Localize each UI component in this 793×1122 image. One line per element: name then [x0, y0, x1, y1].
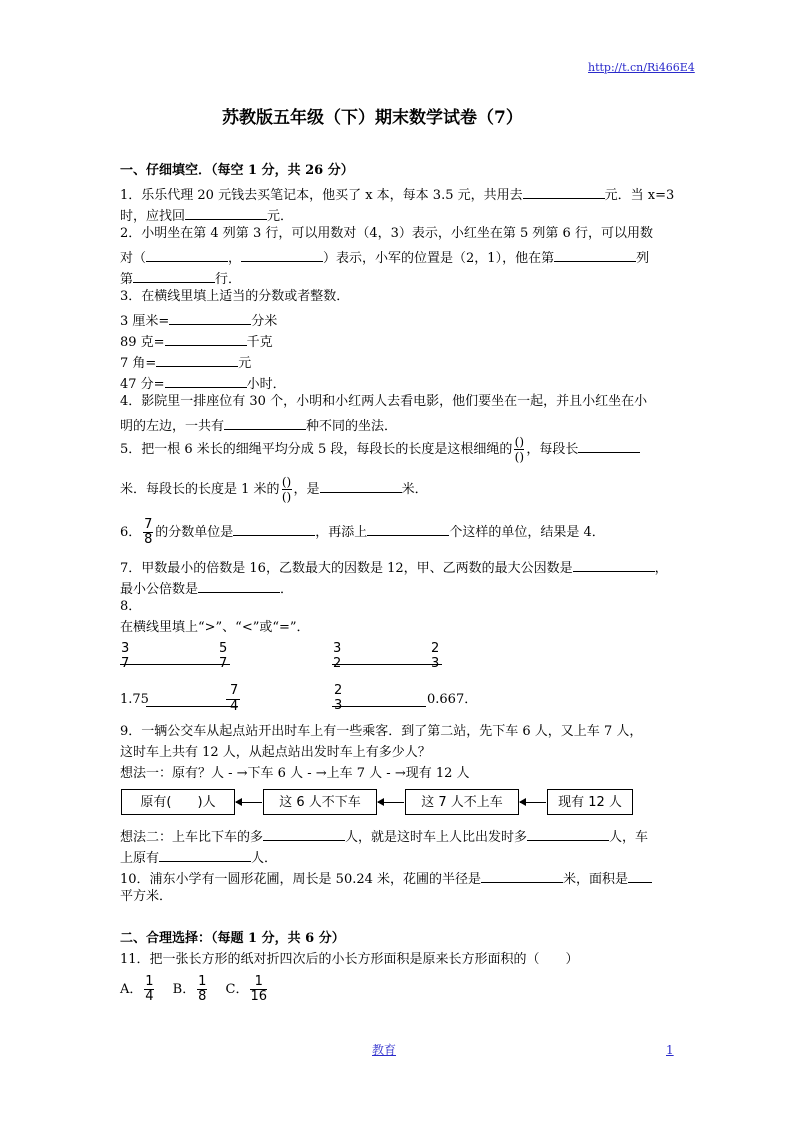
fraction-denominator: 8 [144, 532, 153, 547]
fraction-numerator: 1 [254, 974, 263, 989]
question-text: 米． [401, 482, 428, 497]
question-text: 89 克= [120, 335, 165, 350]
question-3-line2 [120, 331, 273, 351]
question-9-idea2-line2 [120, 847, 277, 867]
question-3-prompt: 3．在横线里填上适当的分数或者整数． [120, 289, 350, 304]
decimal-value: 0.667． [427, 692, 478, 707]
fraction-numerator: 3 [121, 641, 130, 656]
answer-blank[interactable] [156, 352, 238, 367]
question-text: ，是 [293, 482, 320, 497]
question-text: 3 厘米= [120, 314, 170, 329]
question-text: 6． [120, 525, 142, 540]
answer-blank[interactable] [146, 247, 228, 262]
flow-box-now: 现有 12 人 [547, 789, 633, 815]
question-text: 米．每段长的长度是 1 米的 [120, 482, 280, 497]
answer-blank[interactable] [573, 557, 655, 572]
question-text: 元． [267, 209, 294, 224]
question-text: 千克 [246, 335, 273, 350]
question-8-number: 8． [120, 599, 142, 614]
flow-box-no-get-off: 这 6 人不下车 [263, 789, 377, 815]
question-text: 小时． [246, 377, 286, 392]
answer-blank[interactable] [481, 868, 563, 883]
fraction-denominator: () [281, 490, 292, 504]
question-5-line2 [120, 472, 428, 508]
fraction-numerator: 2 [334, 683, 343, 698]
fraction-denominator: 4 [230, 699, 239, 714]
question-text: 元．当 x=3 [604, 188, 675, 203]
question-text: 个这样的单位，结果是 4． [449, 525, 605, 540]
fraction-denominator: 3 [431, 656, 440, 671]
question-text: 最小公倍数是 [120, 582, 199, 597]
fraction-numerator: 2 [431, 641, 440, 656]
question-2-line1: 2．小明坐在第 4 列第 3 行，可以用数对（4，3）表示，小红坐在第 5 列第 6 行，可以用数 [120, 226, 653, 241]
answer-blank[interactable] [165, 373, 247, 388]
answer-blank[interactable] [628, 868, 652, 883]
section1-heading: 一、仔细填空．（每空 1 分，共 26 分） [120, 163, 354, 178]
option-b[interactable] [172, 974, 210, 1004]
fraction-numerator: () [281, 475, 292, 489]
question-1-line1 [120, 184, 674, 204]
fraction-denominator: 2 [333, 656, 342, 671]
question-10-line2: 平方米． [120, 889, 173, 904]
question-text: 人，就是这时车上人比出发时多 [345, 830, 528, 845]
option-label: B． [172, 982, 196, 997]
answer-blank[interactable] [320, 478, 402, 493]
question-text: ）表示，小军的位置是（2，1），他在第 [323, 251, 555, 266]
question-9-idea2 [120, 826, 648, 846]
question-8-prompt: 在横线里填上“>”、“<”或“=”． [120, 620, 310, 635]
question-9-line2: 这时车上共有 12 人，从起点站出发时车上有多少人？ [120, 745, 431, 760]
answer-blank[interactable] [165, 331, 247, 346]
option-a[interactable] [120, 974, 156, 1004]
question-text: 对（ [120, 251, 147, 266]
question-text: 时，应找回 [120, 209, 186, 224]
question-text: 人，车 [609, 830, 649, 845]
fraction-seven-eighths [143, 519, 153, 546]
comparison-blank-1[interactable] [120, 664, 230, 665]
question-9-line1: 9．一辆公交车从起点站开出时车上有一些乘客．到了第二站，先下车 6 人，又上车 7 人， [120, 724, 643, 739]
option-c[interactable] [225, 974, 270, 1004]
answer-blank[interactable] [198, 578, 280, 593]
fraction-numerator: 5 [219, 641, 228, 656]
option-fraction [250, 976, 267, 1003]
question-4-line1: 4．影院里一排座位有 30 个，小明和小红两人去看电影，他们要坐在一起，并且小红坐在小 [120, 394, 648, 409]
arrow-left-icon [236, 802, 262, 803]
fraction-denominator: 3 [334, 698, 343, 713]
fraction-denominator: 7 [219, 656, 228, 671]
fraction-numerator: 7 [144, 517, 153, 532]
question-11-options [120, 972, 269, 1008]
question-text: 的分数单位是 [155, 525, 234, 540]
fraction-numerator: 3 [333, 641, 342, 656]
fraction-numerator: 1 [145, 974, 154, 989]
question-text: 明的左边，一共有 [120, 419, 225, 434]
question-text: 5．把一根 6 米长的细绳平均分成 5 段，每段长的长度是这根细绳的 [120, 442, 513, 457]
fraction-denominator: 7 [121, 656, 130, 671]
answer-blank[interactable] [367, 521, 449, 536]
flow-box-no-get-on: 这 7 人不上车 [405, 789, 519, 815]
question-text: 列 [636, 251, 650, 266]
page-title: 苏教版五年级（下）期末数学试卷（7） [222, 108, 523, 128]
question-2-line3 [120, 268, 241, 288]
question-7-line2 [120, 578, 293, 598]
question-10-line1 [120, 868, 652, 888]
question-text: ，再添上 [315, 525, 368, 540]
question-9-idea1: 想法一：原有？人 - →下车 6 人 - →上车 7 人 - →现有 12 人 [120, 766, 470, 781]
question-3-line4 [120, 373, 286, 393]
option-fraction [144, 976, 154, 1003]
question-5-line1 [120, 432, 640, 468]
question-text: 种不同的坐法． [306, 419, 398, 434]
answer-blank[interactable] [169, 310, 251, 325]
arrow-left-icon [520, 802, 546, 803]
fraction-numerator: 7 [230, 683, 239, 698]
question-text: 上原有 [120, 851, 160, 866]
comparison-blank-3[interactable] [146, 706, 238, 707]
answer-blank[interactable] [185, 205, 267, 220]
question-3-line3 [120, 352, 251, 372]
question-text: 47 分= [120, 377, 165, 392]
question-3-line1 [120, 310, 277, 330]
question-text: 分米 [251, 314, 278, 329]
empty-fraction [282, 476, 292, 503]
question-6 [120, 515, 605, 551]
question-text: ，每段长 [526, 442, 579, 457]
question-text: 1．乐乐代理 20 元钱去买笔记本，他买了 x 本，每本 3.5 元，共用去 [120, 188, 523, 203]
question-text: 人． [251, 851, 278, 866]
answer-blank[interactable] [523, 184, 605, 199]
fraction-denominator: 8 [198, 989, 207, 1004]
answer-blank[interactable] [554, 247, 636, 262]
answer-blank[interactable] [527, 826, 609, 841]
fraction-denominator: 16 [250, 989, 268, 1004]
question-1-line2 [120, 205, 293, 225]
comparison-blank-4[interactable] [332, 706, 426, 707]
question-text: 元 [238, 356, 252, 371]
answer-blank[interactable] [224, 415, 306, 430]
question-text: 行． [215, 272, 242, 287]
answer-blank[interactable] [233, 521, 315, 536]
question-11: 11．把一张长方形的纸对折四次后的小长方形面积是原来长方形面积的（ ） [120, 952, 579, 967]
question-text: ． [280, 582, 294, 597]
decimal-value: 1.75 [120, 692, 149, 707]
option-label: A． [120, 982, 143, 997]
footer-link[interactable]: 教育 [372, 1043, 397, 1057]
question-text: 7 角= [120, 356, 157, 371]
comparison-blank-2[interactable] [332, 664, 442, 665]
option-fraction [197, 976, 207, 1003]
section2-heading: 二、合理选择：（每题 1 分，共 6 分） [120, 931, 345, 946]
question-text: ， [654, 561, 668, 576]
answer-blank[interactable] [263, 826, 345, 841]
empty-fraction [514, 436, 524, 463]
question-text: ， [228, 251, 242, 266]
arrow-left-icon [378, 802, 404, 803]
question-text: 想法二：上车比下车的多 [120, 830, 264, 845]
page-number: 1 [666, 1043, 674, 1057]
fraction-denominator: () [514, 450, 525, 464]
question-text: 第 [120, 272, 134, 287]
answer-blank[interactable] [241, 247, 323, 262]
fraction-numerator: 1 [198, 974, 207, 989]
answer-blank[interactable] [159, 847, 251, 862]
fraction-denominator: 4 [145, 989, 154, 1004]
question-7-line1 [120, 557, 668, 577]
answer-blank[interactable] [578, 438, 640, 453]
question-text: 米，面积是 [563, 872, 629, 887]
question-text: 7．甲数最小的倍数是 16，乙数最大的因数是 12，甲、乙两数的最大公因数是 [120, 561, 573, 576]
answer-blank[interactable] [133, 268, 215, 283]
fraction-numerator: () [514, 435, 525, 449]
question-2-line2 [120, 247, 649, 267]
question-text: 10．浦东小学有一圆形花圃，周长是 50.24 米，花圃的半径是 [120, 872, 482, 887]
header-url-link[interactable]: http://t.cn/Ri466E4 [588, 61, 695, 74]
flow-box-original: 原有( )人 [121, 789, 235, 815]
option-label: C． [225, 982, 249, 997]
